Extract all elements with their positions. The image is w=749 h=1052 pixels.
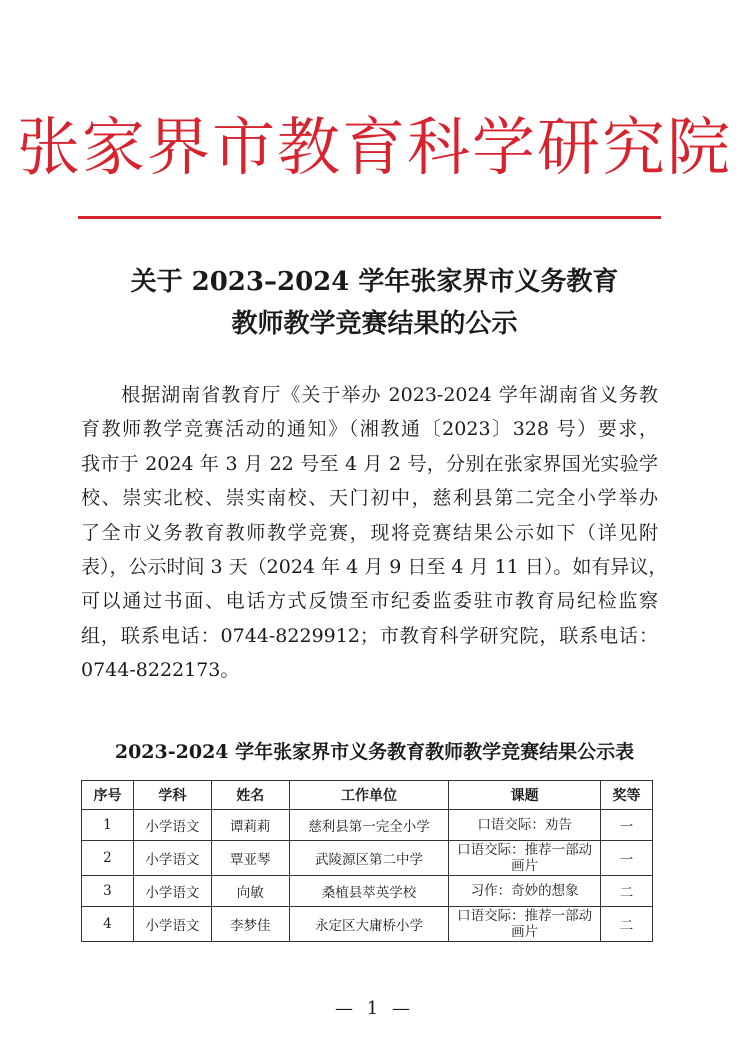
cell-workplace: 永定区大庸桥小学 [289,907,449,942]
cell-index: 1 [82,810,134,841]
cell-award: 二 [601,907,653,942]
cell-topic: 习作：奇妙的想象 [449,876,601,907]
cell-name: 谭莉莉 [211,810,289,841]
cell-award: 一 [601,841,653,876]
cell-topic: 口语交际：推荐一部动画片 [449,907,601,942]
cell-subject: 小学语文 [133,876,211,907]
cell-award: 一 [601,810,653,841]
cell-name: 覃亚琴 [211,841,289,876]
header-cell-name: 姓名 [211,781,289,810]
cell-subject: 小学语文 [133,907,211,942]
masthead-title: 张家界市教育科学研究院 [17,111,732,184]
body-line: 组，联系电话：0744-8229912；市教育科学研究院，联系电话： [81,624,658,647]
header-cell-index: 序号 [82,781,134,810]
cell-workplace: 武陵源区第二中学 [289,841,449,876]
body-line: 了全市义务教育教师教学竞赛，现将竞赛结果公示如下（详见附 [81,521,658,544]
cell-award: 二 [601,876,653,907]
header-cell-topic: 课题 [449,781,601,810]
body-line: 育教师教学竞赛活动的通知》（湘教通〔2023〕328 号）要求， [81,418,658,441]
cell-index: 3 [82,876,134,907]
page-number: — 1 — [335,998,414,1019]
cell-topic: 口语交际：推荐一部动画片 [449,841,601,876]
table-row [82,907,653,942]
body-line: 根据湖南省教育厅《关于举办 2023-2024 学年湖南省义务教 [81,384,658,406]
cell-subject: 小学语文 [133,810,211,841]
cell-subject: 小学语文 [133,841,211,876]
body-line: 校、崇实北校、崇实南校、天门初中，慈利县第二完全小学举办 [81,487,658,510]
cell-index: 4 [82,907,134,942]
document-title-line-1: 关于 2023–2024 学年张家界市义务教育 [130,267,619,297]
table-title: 2023-2024 学年张家界市义务教育教师教学竞赛结果公示表 [114,741,635,763]
body-line: 可以通过书面、电话方式反馈至市纪委监委驻市教育局纪检监察 [81,590,658,613]
red-divider-line [78,216,661,219]
header-cell-subject: 学科 [133,781,211,810]
body-line: 我市于 2024 年 3 月 22 号至 4 月 2 号，分别在张家界国光实验学 [81,452,658,475]
cell-index: 2 [82,841,134,876]
cell-name: 向敏 [211,876,289,907]
document-title-line-2: 教师教学竞赛结果的公示 [231,309,518,339]
body-line: 0744-8222173。 [81,659,240,682]
cell-topic: 口语交际：劝告 [449,810,601,841]
body-line: 表），公示时间 3 天（2024 年 4 月 9 日至 4 月 11 日）。如有异议， [81,556,668,579]
table-header-row [82,781,653,810]
cell-workplace: 桑植县萃英学校 [289,876,449,907]
cell-name: 李梦佳 [211,907,289,942]
results-table [81,780,653,942]
notice-body [81,378,668,688]
table-row [82,810,653,841]
table-row [82,841,653,876]
cell-workplace: 慈利县第一完全小学 [289,810,449,841]
header-cell-award: 奖等 [601,781,653,810]
table-row [82,876,653,907]
header-cell-workplace: 工作单位 [289,781,449,810]
